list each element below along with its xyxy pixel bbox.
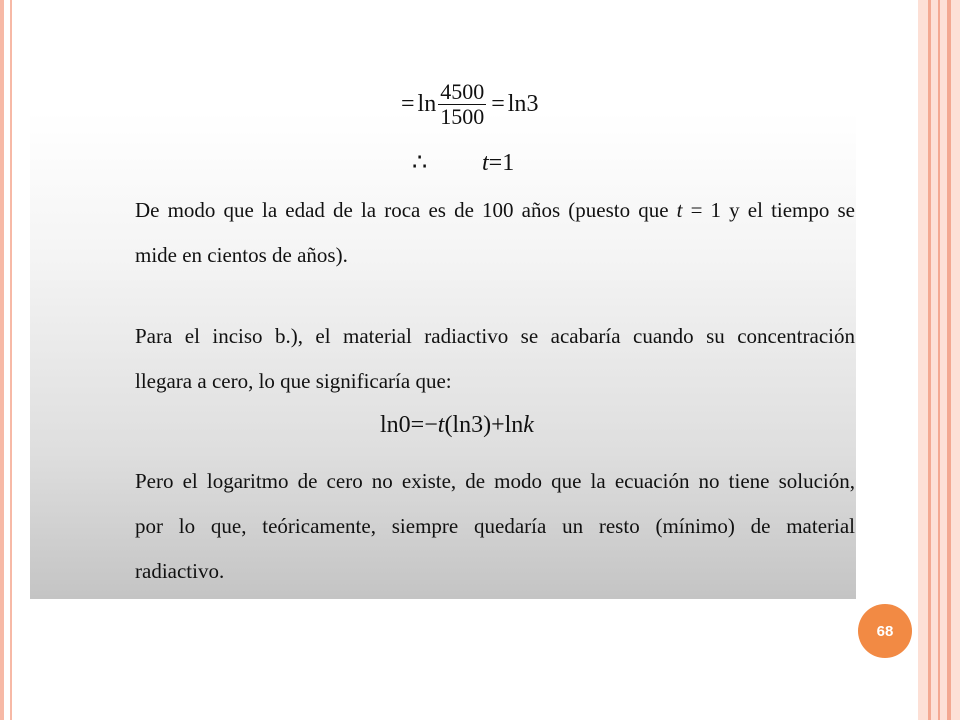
paragraph-conclusion (135, 459, 855, 594)
fraction-denominator: 1500 (440, 103, 485, 129)
fraction-numerator: 4500 (440, 78, 485, 104)
variable-k: k (523, 412, 534, 438)
ln-operator: ln (417, 90, 437, 117)
paragraph-line: Para el inciso b.), el material radiactivo se acabaría cuando su concentración (135, 324, 855, 348)
paragraph-line: mide en cientos de años). (135, 243, 348, 267)
paragraph-line: radiactivo. (135, 559, 225, 583)
paragraph-inciso-b (135, 314, 855, 404)
minus-sign: − (424, 412, 438, 438)
equals-sign: = (491, 90, 505, 117)
fraction (438, 80, 486, 129)
equation-rhs: =1 (488, 150, 515, 176)
variable-t: t (482, 150, 489, 176)
ln-operator: ln (507, 90, 527, 117)
equation-ln-zero (380, 412, 534, 439)
equation-lhs: ln0 (380, 412, 411, 438)
equals-sign: = (401, 90, 415, 117)
paragraph-line: De modo que la edad de la roca es de 100 años (puesto que t = 1 y el tiempo se (135, 198, 855, 222)
paragraph-line: llegara a cero, lo que significaría que: (135, 369, 452, 393)
left-inner-rule (10, 0, 12, 720)
equals-sign: = (410, 412, 425, 438)
right-decorative-band (918, 0, 960, 720)
equation-ln-fraction (398, 76, 538, 132)
equation-middle: (ln3)+ln (444, 412, 524, 438)
ln-argument: 3 (526, 90, 539, 117)
page-number-badge: 68 (858, 604, 912, 658)
left-border-rule (0, 0, 4, 720)
therefore-symbol: ∴ (412, 150, 428, 176)
equation-therefore (412, 148, 514, 177)
paragraph-line: por lo que, teóricamente, siempre quedaría un resto (mínimo) de material (135, 514, 855, 538)
variable-t: t (437, 412, 445, 438)
paragraph-age-of-rock (135, 188, 855, 278)
paragraph-line: Pero el logaritmo de cero no existe, de modo que la ecuación no tiene solución, (135, 469, 855, 493)
